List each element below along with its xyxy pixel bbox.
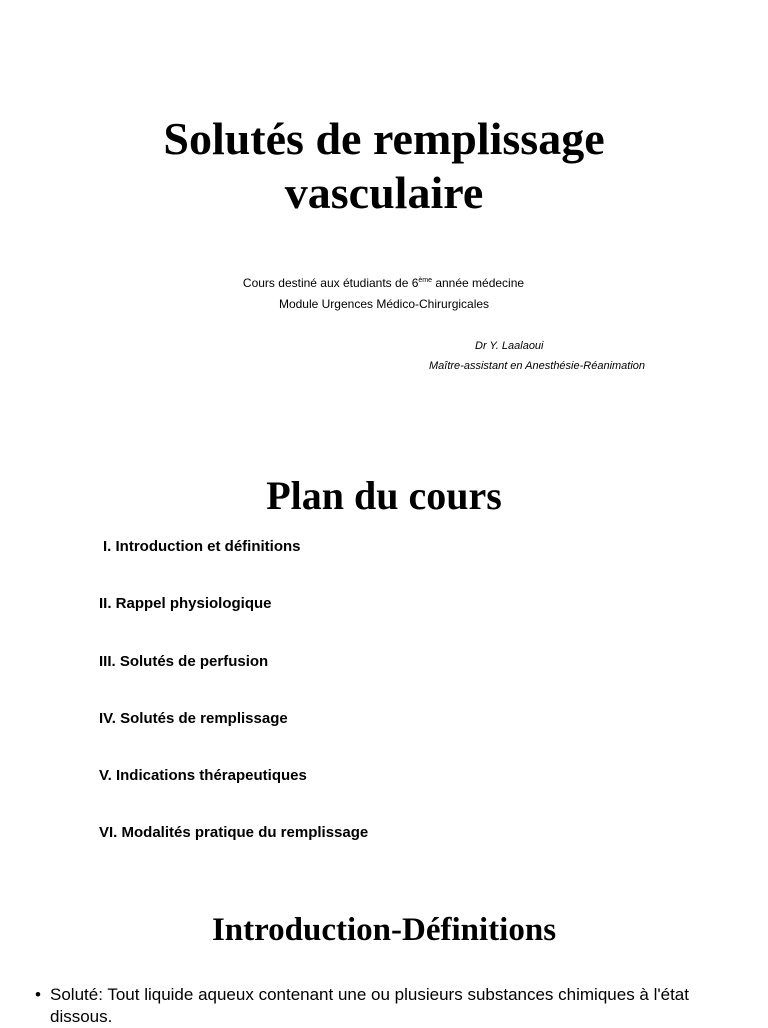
plan-item: VI. Modalités pratique du remplissage <box>99 824 369 842</box>
course-audience <box>0 273 768 294</box>
author-name: Dr Y. Laalaoui <box>475 340 544 352</box>
plan-item: II. Rappel physiologique <box>99 595 272 613</box>
plan-title: Plan du cours <box>266 473 502 518</box>
document-title <box>0 112 768 220</box>
author-block <box>380 336 710 376</box>
plan-item: V. Indications thérapeutiques <box>99 767 307 785</box>
course-audience-text: Cours destiné aux étudiants de 6 <box>242 276 419 290</box>
plan-item: IV. Solutés de remplissage <box>99 709 288 727</box>
intro-bullet-list <box>32 984 740 1028</box>
bullet-text: Soluté: Tout liquide aqueux contenant une ou plusieurs substances chimiques à l'état dissous. <box>50 985 689 1026</box>
course-audience-year: année médecine <box>432 276 525 290</box>
course-module: Module Urgences Médico-Chirurgicales <box>278 297 490 311</box>
plan-list <box>99 536 368 880</box>
title-line-2: vasculaire <box>284 167 484 218</box>
course-info <box>0 273 768 315</box>
section-title: Introduction-Définitions <box>211 912 557 948</box>
plan-item: I. Introduction et définitions <box>103 538 301 555</box>
title-line-1: Solutés de remplissage <box>163 113 605 164</box>
bullet-dot-icon: • <box>35 985 41 1004</box>
ordinal-superscript: ème <box>418 277 432 284</box>
list-item <box>32 984 740 1028</box>
plan-item: III. Solutés de perfusion <box>99 652 269 670</box>
author-role: Maître-assistant en Anesthésie-Réanimation <box>429 360 646 372</box>
